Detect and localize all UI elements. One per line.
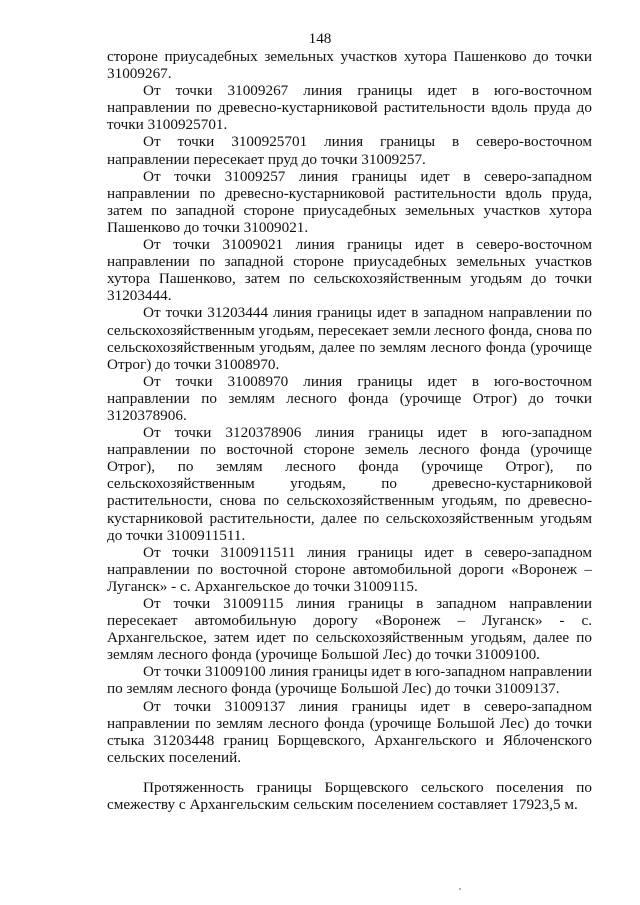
paragraph: От точки 3120378906 линия границы идет в юго-западном направлении по восточной стороне земель лесного фонда (урочище Отрог), по землям лесного фонда (урочище Отрог), по сельскохозяйственным угодьям, по древесно-кустарниковой растительности, снова по сельскохозяйственным угодьям, по древесно-кустарниковой растительности, далее по сельскохозяйственным угодьям до точки 3100911511. [107, 424, 592, 544]
paragraph: От точки 31009100 линия границы идет в юго-западном направлении по землям лесного фонда (урочище Большой Лес) до точки 31009137. [107, 663, 592, 698]
paragraph: От точки 31009257 линия границы идет в северо-западном направлении по древесно-кустарниковой растительности вдоль пруда, затем по западной стороне приусадебных земельных участков хутора Пашенково до точки 31009021. [107, 167, 592, 236]
paragraph-continuation: стороне приусадебных земельных участков хутора Пашенково до точки 31009267. [107, 48, 592, 83]
closing-paragraph: Протяженность границы Борщевского сельского поселения по смежеству с Архангельским сельским поселением составляет 17923,5 м. [107, 778, 592, 814]
paragraph: От точки 31009137 линия границы идет в северо-западном направлении по землям лесного фонда (урочище Большой Лес) до точки стыка 31203448 границ Борщевского, Архангельского и Яблоченского сельских поселений. [107, 697, 592, 766]
body-text [107, 48, 592, 813]
paragraph: От точки 3100911511 линия границы идет в северо-западном направлении по восточной стороне автомобильной дороги «Воронеж – Луганск» - с. Архангельское до точки 31009115. [107, 543, 592, 595]
paragraph: От точки 31009021 линия границы идет в северо-восточном направлении по западной стороне приусадебных земельных участков хутора Пашенково, затем по сельскохозяйственным угодьям до точки 31203444. [107, 236, 592, 305]
paragraph: От точки 31008970 линия границы идет в юго-восточном направлении по землям лесного фонда (урочище Отрог) до точки 3120378906. [107, 372, 592, 424]
scan-artifact [459, 888, 461, 890]
page-number: 148 [308, 30, 332, 47]
paragraph: От точки 3100925701 линия границы в северо-восточном направлении пересекает пруд до точки 31009257. [107, 133, 592, 168]
paragraph: От точки 31203444 линия границы идет в западном направлении по сельскохозяйственным угодьям, пересекает земли лесного фонда, снова по сельскохозяйственным угодьям, далее по землям лесного фонда (урочище Отрог) до точки 31008970. [107, 304, 592, 373]
paragraph: От точки 31009115 линия границы в западном направлении пересекает автомобильную дорогу «Воронеж – Луганск» - с. Архангельское, затем идет по сельскохозяйственным угодьям, далее по землям лесного фонда (урочище Большой Лес) до точки 31009100. [107, 595, 592, 664]
paragraph: От точки 31009267 линия границы идет в юго-восточном направлении по древесно-кустарниковой растительности вдоль пруда до точки 3100925701. [107, 82, 592, 134]
